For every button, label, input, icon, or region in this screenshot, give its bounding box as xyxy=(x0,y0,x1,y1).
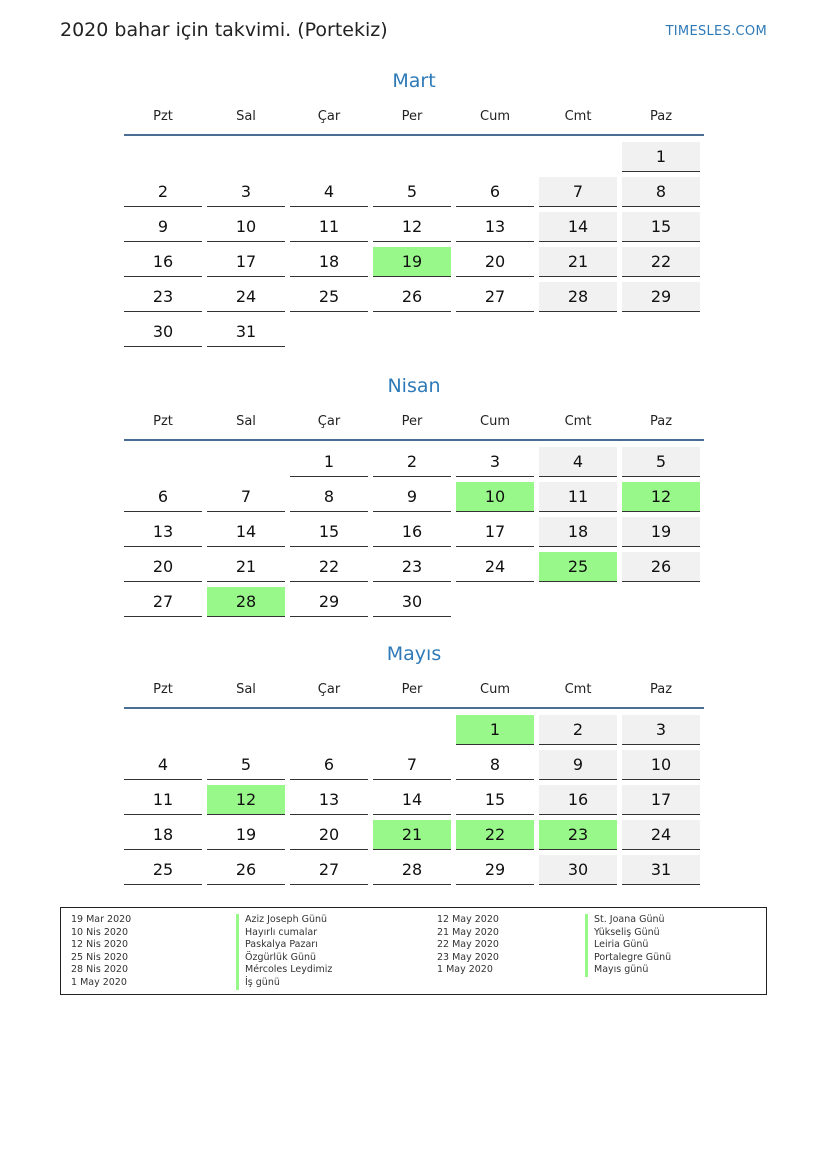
legend-date: 28 Nis 2020 xyxy=(71,964,128,976)
weekday-label: Sal xyxy=(236,414,256,429)
legend-dates-col-2 xyxy=(437,914,499,977)
day-cell: 9 xyxy=(539,750,617,780)
weekday-label: Cum xyxy=(480,414,510,429)
day-cell: 16 xyxy=(373,517,451,547)
day-cell: 13 xyxy=(124,517,202,547)
day-cell: 4 xyxy=(539,447,617,477)
day-cell: 4 xyxy=(290,177,368,207)
weekday-label: Cmt xyxy=(564,414,592,429)
weekday-label: Paz xyxy=(649,682,673,697)
weekday-header xyxy=(124,681,704,709)
day-cell: 15 xyxy=(290,517,368,547)
holiday-day-cell: 28 xyxy=(207,587,285,617)
legend-holiday-name: Leiria Günü xyxy=(585,939,671,952)
day-cell: 5 xyxy=(207,750,285,780)
day-cell: 24 xyxy=(456,552,534,582)
empty-cell xyxy=(124,142,202,171)
calendar-grid xyxy=(124,715,704,885)
holiday-day-cell: 12 xyxy=(622,482,700,512)
day-cell: 23 xyxy=(373,552,451,582)
day-cell: 20 xyxy=(290,820,368,850)
legend-names-col-2 xyxy=(585,914,671,977)
day-cell: 18 xyxy=(539,517,617,547)
empty-cell xyxy=(373,142,451,171)
legend-holiday-name: İş günü xyxy=(236,977,332,990)
day-cell: 29 xyxy=(456,855,534,885)
day-cell: 7 xyxy=(373,750,451,780)
empty-cell xyxy=(456,142,534,171)
legend-dates-col-1 xyxy=(71,914,131,990)
day-cell: 15 xyxy=(456,785,534,815)
page-title: 2020 bahar için takvimi. (Portekiz) xyxy=(60,19,388,41)
day-cell: 7 xyxy=(539,177,617,207)
empty-cell xyxy=(207,715,285,744)
day-cell: 8 xyxy=(456,750,534,780)
weekday-label: Paz xyxy=(649,414,673,429)
empty-cell xyxy=(539,142,617,171)
day-cell: 8 xyxy=(290,482,368,512)
holiday-day-cell: 10 xyxy=(456,482,534,512)
day-cell: 25 xyxy=(290,282,368,312)
legend-holiday-name: Portalegre Günü xyxy=(585,952,671,965)
calendar-grid xyxy=(124,447,704,617)
holiday-day-cell: 23 xyxy=(539,820,617,850)
legend-date: 21 May 2020 xyxy=(437,926,499,938)
weekday-label: Sal xyxy=(236,109,256,124)
day-cell: 22 xyxy=(290,552,368,582)
weekday-label: Cum xyxy=(480,682,510,697)
holiday-legend xyxy=(60,907,767,995)
day-cell: 6 xyxy=(290,750,368,780)
weekday-label: Cum xyxy=(480,109,510,124)
day-cell: 16 xyxy=(539,785,617,815)
legend-date: 10 Nis 2020 xyxy=(71,926,128,938)
day-cell: 13 xyxy=(456,212,534,242)
legend-holiday-name: Hayırlı cumalar xyxy=(236,927,332,940)
legend-date: 23 May 2020 xyxy=(437,951,499,963)
legend-holiday-name: St. Joana Günü xyxy=(585,914,671,927)
day-cell: 17 xyxy=(622,785,700,815)
day-cell: 19 xyxy=(207,820,285,850)
day-cell: 31 xyxy=(207,317,285,347)
weekday-label: Çar xyxy=(317,109,341,124)
weekday-header xyxy=(124,413,704,441)
day-cell: 11 xyxy=(539,482,617,512)
day-cell: 6 xyxy=(456,177,534,207)
day-cell: 2 xyxy=(124,177,202,207)
day-cell: 19 xyxy=(622,517,700,547)
day-cell: 5 xyxy=(622,447,700,477)
legend-date: 22 May 2020 xyxy=(437,939,499,951)
holiday-day-cell: 22 xyxy=(456,820,534,850)
day-cell: 9 xyxy=(124,212,202,242)
legend-holiday-name: Mayıs günü xyxy=(585,964,671,977)
site-logo[interactable]: TIMESLES.COM xyxy=(665,24,767,39)
holiday-day-cell: 12 xyxy=(207,785,285,815)
day-cell: 20 xyxy=(456,247,534,277)
legend-date: 12 Nis 2020 xyxy=(71,939,128,951)
month-april xyxy=(124,375,704,617)
day-cell: 22 xyxy=(622,247,700,277)
day-cell: 18 xyxy=(290,247,368,277)
day-cell: 8 xyxy=(622,177,700,207)
holiday-day-cell: 21 xyxy=(373,820,451,850)
weekday-label: Sal xyxy=(236,682,256,697)
day-cell: 26 xyxy=(622,552,700,582)
legend-holiday-name: Yükseliş Günü xyxy=(585,927,671,940)
day-cell: 3 xyxy=(207,177,285,207)
month-name: Nisan xyxy=(387,375,441,397)
legend-date: 19 Mar 2020 xyxy=(71,914,132,925)
legend-holiday-name: Mércoles Leydimiz xyxy=(236,964,332,977)
day-cell: 20 xyxy=(124,552,202,582)
weekday-label: Çar xyxy=(317,414,341,429)
legend-date: 25 Nis 2020 xyxy=(71,951,128,963)
holiday-day-cell: 1 xyxy=(456,715,534,745)
weekday-label: Cmt xyxy=(564,682,592,697)
empty-cell xyxy=(373,715,451,744)
weekday-label: Per xyxy=(401,109,423,124)
month-march xyxy=(124,70,704,347)
day-cell: 31 xyxy=(622,855,700,885)
day-cell: 2 xyxy=(373,447,451,477)
day-cell: 1 xyxy=(290,447,368,477)
day-cell: 28 xyxy=(373,855,451,885)
weekday-label: Cmt xyxy=(564,109,592,124)
weekday-label: Per xyxy=(401,414,423,429)
month-name: Mayıs xyxy=(386,643,442,665)
day-cell: 23 xyxy=(124,282,202,312)
day-cell: 10 xyxy=(622,750,700,780)
day-cell: 27 xyxy=(456,282,534,312)
day-cell: 11 xyxy=(290,212,368,242)
day-cell: 30 xyxy=(539,855,617,885)
legend-holiday-name: Aziz Joseph Günü xyxy=(236,914,332,927)
day-cell: 3 xyxy=(622,715,700,745)
day-cell: 27 xyxy=(290,855,368,885)
empty-cell xyxy=(207,447,285,476)
day-cell: 11 xyxy=(124,785,202,815)
day-cell: 28 xyxy=(539,282,617,312)
weekday-label: Paz xyxy=(649,109,673,124)
holiday-day-cell: 25 xyxy=(539,552,617,582)
day-cell: 14 xyxy=(373,785,451,815)
day-cell: 30 xyxy=(373,587,451,617)
empty-cell xyxy=(290,715,368,744)
legend-holiday-name: Paskalya Pazarı xyxy=(236,939,332,952)
day-cell: 21 xyxy=(539,247,617,277)
day-cell: 17 xyxy=(207,247,285,277)
day-cell: 15 xyxy=(622,212,700,242)
day-cell: 29 xyxy=(622,282,700,312)
weekday-label: Per xyxy=(401,682,423,697)
day-cell: 4 xyxy=(124,750,202,780)
day-cell: 5 xyxy=(373,177,451,207)
day-cell: 26 xyxy=(207,855,285,885)
day-cell: 1 xyxy=(622,142,700,172)
day-cell: 17 xyxy=(456,517,534,547)
weekday-header xyxy=(124,108,704,136)
day-cell: 10 xyxy=(207,212,285,242)
day-cell: 9 xyxy=(373,482,451,512)
empty-cell xyxy=(290,142,368,171)
weekday-label: Pzt xyxy=(153,682,173,697)
day-cell: 27 xyxy=(124,587,202,617)
day-cell: 3 xyxy=(456,447,534,477)
legend-date: 12 May 2020 xyxy=(437,914,499,925)
holiday-day-cell: 19 xyxy=(373,247,451,277)
empty-cell xyxy=(124,447,202,476)
weekday-label: Pzt xyxy=(153,414,173,429)
day-cell: 24 xyxy=(207,282,285,312)
weekday-label: Pzt xyxy=(153,109,173,124)
day-cell: 6 xyxy=(124,482,202,512)
weekday-label: Çar xyxy=(317,682,341,697)
empty-cell xyxy=(207,142,285,171)
legend-holiday-name: Özgürlük Günü xyxy=(236,952,332,965)
day-cell: 30 xyxy=(124,317,202,347)
calendar-grid xyxy=(124,142,704,347)
legend-names-col-1 xyxy=(236,914,332,990)
empty-cell xyxy=(124,715,202,744)
day-cell: 7 xyxy=(207,482,285,512)
day-cell: 26 xyxy=(373,282,451,312)
day-cell: 21 xyxy=(207,552,285,582)
day-cell: 14 xyxy=(539,212,617,242)
month-name: Mart xyxy=(392,70,436,92)
day-cell: 12 xyxy=(373,212,451,242)
day-cell: 24 xyxy=(622,820,700,850)
month-may xyxy=(124,643,704,885)
day-cell: 29 xyxy=(290,587,368,617)
legend-date: 1 May 2020 xyxy=(437,964,493,976)
day-cell: 14 xyxy=(207,517,285,547)
day-cell: 13 xyxy=(290,785,368,815)
legend-date: 1 May 2020 xyxy=(71,976,127,988)
day-cell: 25 xyxy=(124,855,202,885)
day-cell: 18 xyxy=(124,820,202,850)
day-cell: 2 xyxy=(539,715,617,745)
day-cell: 16 xyxy=(124,247,202,277)
